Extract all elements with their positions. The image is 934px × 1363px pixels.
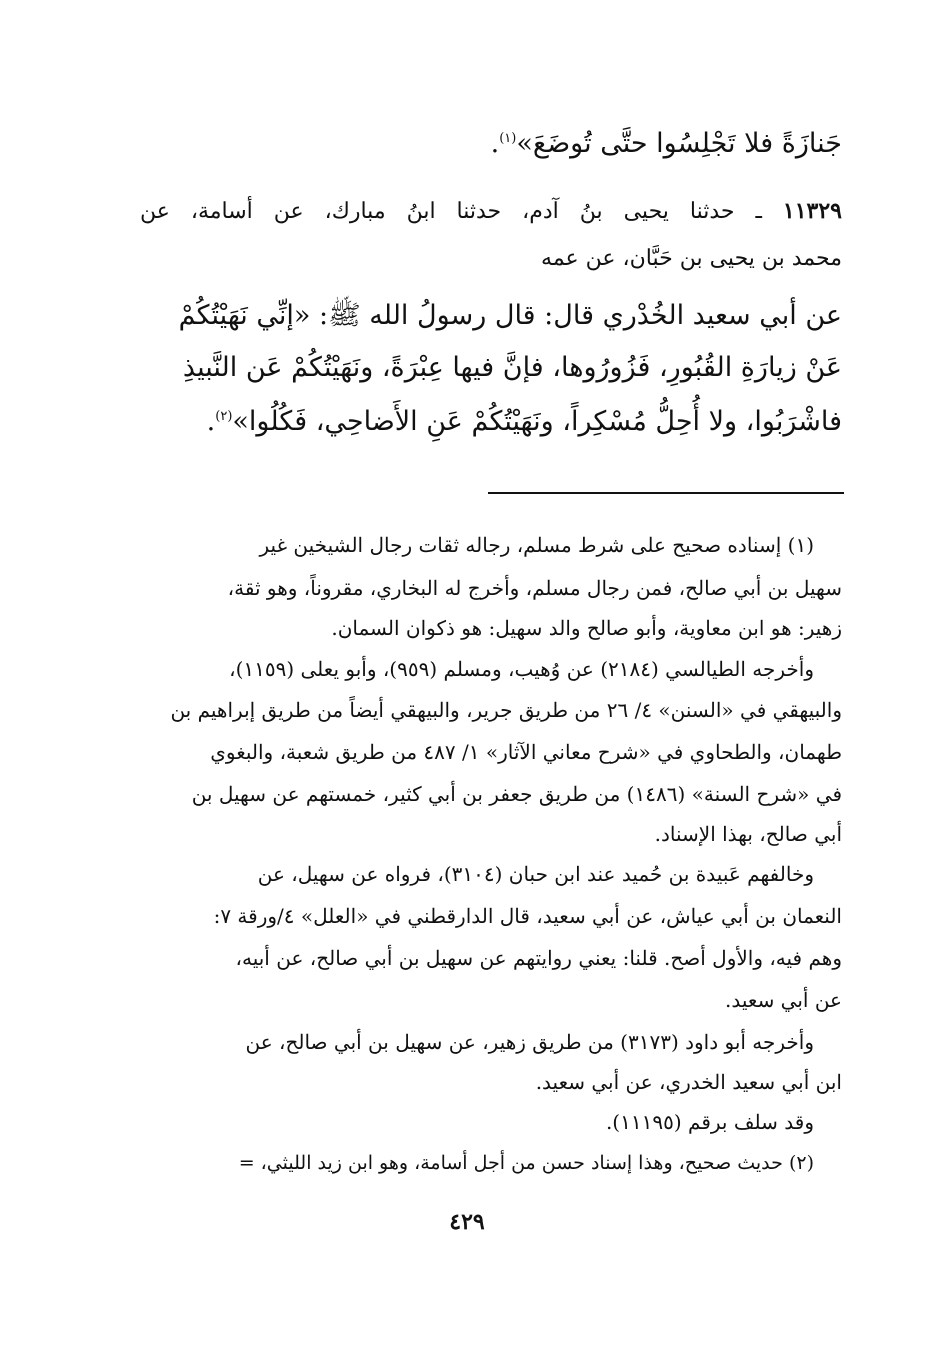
footnote-separator (488, 492, 844, 494)
footnote-line: وأخرجه أبو داود (٣١٧٣) من طريق زهير، عن سهيل بن أبي صالح، عن (245, 1030, 814, 1054)
hadith-text-line-3: فاشْرَبُوا، ولا أُحِلُّ مُسْكِراً، ونَهَيْتُكُمْ عَنِ الأَضاحِي، فَكُلُوا»$^{(٢)}$. (206, 406, 842, 437)
footnote-line: في «شرح السنة» (١٤٨٦) من طريق جعفر بن أبي كثير، خمستهم عن سهيل بن (191, 782, 842, 806)
hadith-chain-line-1: ١١٣٢٩ ـ حدثنا يحيى بنُ آدم، حدثنا ابنُ مبارك، عن أسامة، عن (140, 198, 842, 224)
footnote-line: وأخرجه الطيالسي (٢١٨٤) عن وُهيب، ومسلم (٩٥٩)، وأبو يعلى (١١٥٩)، (229, 657, 814, 681)
footnote-line: زهير: هو ابن معاوية، وأبو صالح والد سهيل: هو ذكوان السمان. (331, 616, 842, 640)
footnote-line: أبي صالح، بهذا الإسناد. (654, 822, 842, 846)
footnote-line: طهمان، والطحاوي في «شرح معاني الآثار» ١/ ٤٨٧ من طريق شعبة، والبغوي (210, 740, 842, 764)
page-number: ٤٢٩ (449, 1209, 485, 1235)
footnote-line: (١) إسناده صحيح على شرط مسلم، رجاله ثقات رجال الشيخين غير (259, 533, 814, 557)
hadith-text-line-1: عن أبي سعيد الخُدْري قال: قال رسولُ الله ﷺ: «إنِّي نَهَيْتُكُمْ (178, 300, 842, 331)
footnote-line: عن أبي سعيد. (725, 988, 842, 1012)
footnote-line: النعمان بن أبي عياش، عن أبي سعيد، قال الدارقطني في «العلل» ٤/ورقة ٧: (213, 904, 842, 928)
footnote-line: ابن أبي سعيد الخدري، عن أبي سعيد. (535, 1070, 842, 1094)
main-text-line-1: جَنازَةً فلا تَجْلِسُوا حتَّى تُوضَعَ»$^{(١)}$. (490, 128, 842, 159)
hadith-number: ١١٣٢٩ (782, 198, 842, 224)
footnote-line: والبيهقي في «السنن» ٤/ ٢٦ من طريق جرير، والبيهقي أيضاً من طريق إبراهيم بن (170, 698, 842, 722)
footnote-line: وهم فيه، والأول أصح. قلنا: يعني روايتهم عن سهيل بن أبي صالح، عن أبيه، (235, 946, 842, 970)
footnote-line: (٢) حديث صحيح، وهذا إسناد حسن من أجل أسامة، وهو ابن زيد الليثي، = (238, 1152, 814, 1174)
footnote-line: وقد سلف برقم (١١١٩٥). (605, 1110, 814, 1134)
footnote-line: وخالفهم عَبيدة بن حُميد عند ابن حبان (٣١٠٤)، فرواه عن سهيل، عن (257, 862, 814, 886)
footnote-ref-1: (١) (499, 131, 517, 146)
footnote-line: سهيل بن أبي صالح، فمن رجال مسلم، وأخرج له البخاري، مقروناً، وهو ثقة، (227, 576, 842, 600)
hadith-text-line-2: عَنْ زيارَةِ القُبُورِ، فَزُورُوها، فإنَّ فيها عِبْرَةً، ونَهَيْتُكُمْ عَن النَّبيذِ (182, 352, 842, 383)
hadith-chain-line-2: محمد بن يحيى بن حَبَّان، عن عمه (541, 246, 842, 271)
footnote-ref-2: (٢) (215, 409, 233, 424)
